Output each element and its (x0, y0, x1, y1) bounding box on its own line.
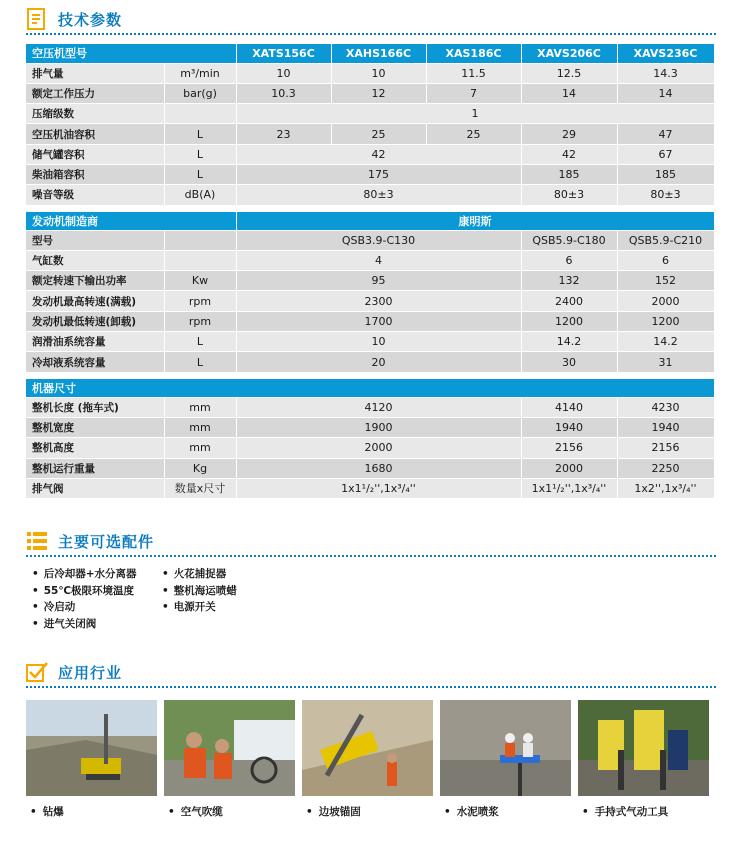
apps-section-title: 应用行业 (58, 663, 123, 682)
apps-section-header (26, 661, 122, 683)
pneumatic-tools-photo (578, 700, 709, 796)
option-item: • 55℃极限环境温度 (32, 583, 172, 600)
divider (26, 686, 716, 688)
table-row: 储气罐容积 L 42 42 67 (26, 144, 714, 164)
caption-1: • 钻爆 (30, 806, 64, 818)
compressor-header: 空压机型号 XATS156C XAHS166C XAS186C XAVS206C XAVS236C (26, 44, 714, 63)
caption-2: • 空气吹缆 (168, 806, 223, 818)
table-row: 压缩级数 1 (26, 104, 714, 124)
table-row: 冷却液系统容量 L 20 30 31 (26, 352, 714, 372)
air-blowing-photo (164, 700, 295, 796)
table-row: 柴油箱容积 L 175 185 185 (26, 164, 714, 184)
tech-section-header (26, 8, 122, 30)
options-section-header (26, 530, 154, 552)
options-col-2 (162, 566, 302, 616)
table-row: 气缸数 4 6 6 (26, 250, 714, 270)
table-row: 发动机最低转速(卸载) rpm 1700 1200 1200 (26, 311, 714, 331)
table-row: 排气阀 数量x尺寸 1x1¹/₂'',1x³/₄'' 1x1¹/₂'',1x³/₄'' 1x2'',1x³/₄'' (26, 478, 714, 498)
table-row: 整机高度 mm 2000 2156 2156 (26, 438, 714, 458)
engine-header: 发动机制造商 康明斯 (26, 211, 714, 230)
spec-table (26, 44, 715, 499)
table-row: 整机长度 (拖车式) mm 4120 4140 4230 (26, 397, 714, 417)
option-item: • 进气关闭阀 (32, 616, 172, 633)
options-col-1 (32, 566, 172, 632)
option-item: • 火花捕捉器 (162, 566, 302, 583)
caption-5: • 手持式气动工具 (582, 806, 669, 818)
options-section-title: 主要可选配件 (58, 532, 155, 551)
shotcrete-photo (440, 700, 571, 796)
option-item: • 整机海运喷蜡 (162, 583, 302, 600)
table-row: 额定工作压力 bar(g) 10.3 12 7 14 14 (26, 83, 714, 103)
table-row: 整机运行重量 Kg 1680 2000 2250 (26, 458, 714, 478)
caption-3: • 边坡锚固 (306, 806, 361, 818)
table-row: 整机宽度 mm 1900 1940 1940 (26, 417, 714, 437)
table-row: 噪音等级 dB(A) 80±3 80±3 80±3 (26, 185, 714, 205)
divider (26, 33, 716, 35)
table-row: 排气量 m³/min 10 10 11.5 12.5 14.3 (26, 63, 714, 83)
drilling-photo (26, 700, 157, 796)
table-row: 型号 QSB3.9-C130 QSB5.9-C180 QSB5.9-C210 (26, 230, 714, 250)
option-item: • 后冷却器+水分离器 (32, 566, 172, 583)
checkbox-icon (26, 661, 48, 683)
table-row: 发动机最高转速(满载) rpm 2300 2400 2000 (26, 291, 714, 311)
caption-4: • 水泥喷浆 (444, 806, 499, 818)
document-icon (26, 8, 48, 30)
table-row: 空压机油容积 L 23 25 25 29 47 (26, 124, 714, 144)
dimensions-header: 机器尺寸 (26, 378, 714, 397)
tech-section-title: 技术参数 (58, 10, 123, 29)
option-item: • 电源开关 (162, 599, 302, 616)
divider (26, 555, 716, 557)
table-row: 润滑油系统容量 L 10 14.2 14.2 (26, 332, 714, 352)
slope-anchoring-photo (302, 700, 433, 796)
table-row: 额定转速下输出功率 Kw 95 132 152 (26, 271, 714, 291)
option-item: • 冷启动 (32, 599, 172, 616)
list-icon (26, 530, 48, 552)
